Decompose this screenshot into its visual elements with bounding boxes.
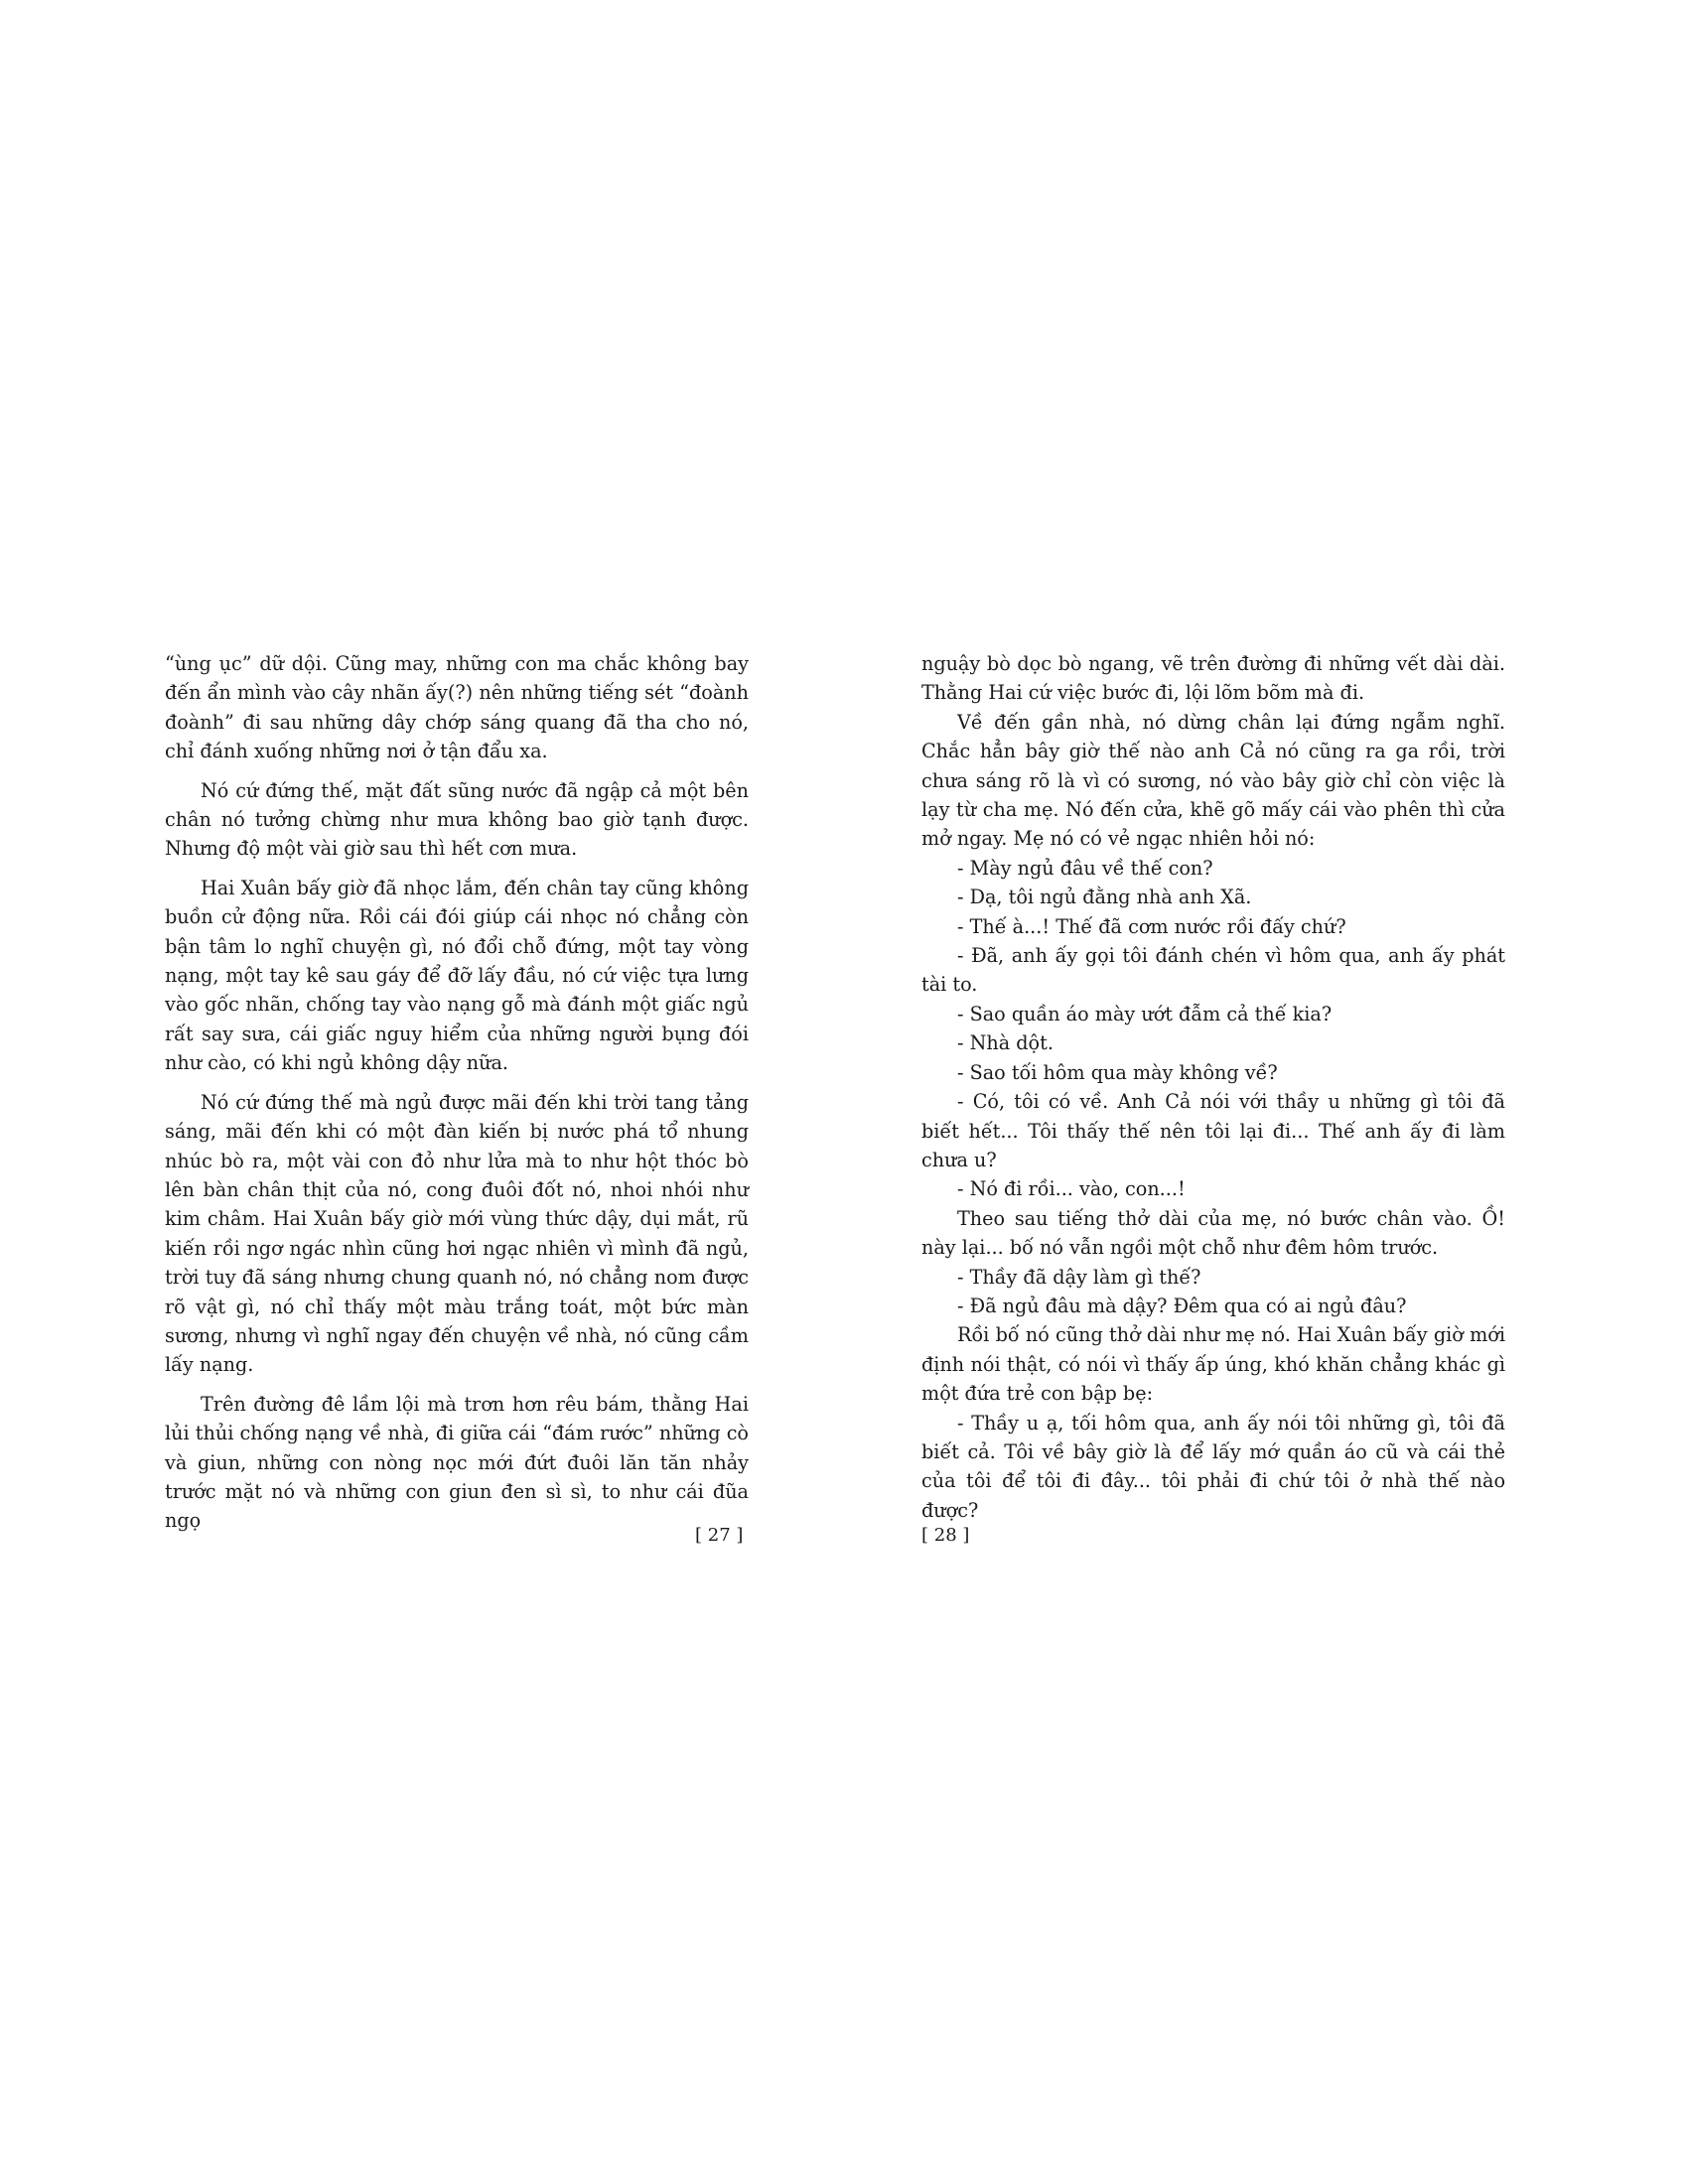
- paragraph: Trên đường đê lầm lội mà trơn hơn rêu bám, thằng Hai lủi thủi chống nạng về nhà, đi giữa cái “đám rước” những cò và giun, những con nòng nọc mới đứt đuôi lăn tăn nhảy trước mặt nó và những con giun đen sì sì, to như cái đũa ngọ: [165, 1392, 749, 1533]
- dialogue-line: - Nó đi rồi... vào, con...!: [957, 1177, 1186, 1201]
- dialogue-line: - Đã ngủ đâu mà dậy? Đêm qua có ai ngủ đâu?: [957, 1294, 1407, 1317]
- left-page: [165, 649, 749, 1546]
- right-page: [921, 649, 1505, 1525]
- paragraph: Nó cứ đứng thế, mặt đất sũng nước đã ngập cả một bên chân nó tưởng chừng như mưa không bao giờ tạnh được. Nhưng độ một vài giờ sau thì hết cơn mưa.: [165, 778, 749, 861]
- paragraph: Hai Xuân bấy giờ đã nhọc lắm, đến chân tay cũng không buồn cử động nữa. Rồi cái đói giúp cái nhọc nó chẳng còn bận tâm lo nghĩ chuyện gì, nó đổi chỗ đứng, một tay vòng nạng, một tay kê sau gáy để đỡ lấy đầu, nó cứ việc tựa lưng vào gốc nhãn, chống tay vào nạng gỗ mà đánh một giấc ngủ rất say sưa, cái giấc nguy hiểm của những người bụng đói như cào, có khi ngủ không dậy nữa.: [165, 876, 749, 1075]
- page-number-right: [ 28 ]: [921, 1525, 970, 1546]
- dialogue-line: - Mày ngủ đâu về thế con?: [957, 856, 1213, 880]
- paragraph: “ùng ục” dữ dội. Cũng may, những con ma chắc không bay đến ẩn mình vào cây nhãn ấy(?) nên những tiếng sét “đoành đoành” đi sau những dây chớp sáng quang đã tha cho nó, chỉ đánh xuống những nơi ở tận đẩu xa.: [165, 652, 749, 763]
- dialogue-line: - Nhà dột.: [957, 1031, 1054, 1055]
- dialogue-line: - Sao quần áo mày ướt đẫm cả thế kia?: [957, 1002, 1333, 1025]
- paragraph: nguậy bò dọc bò ngang, vẽ trên đường đi những vết dài dài. Thằng Hai cứ việc bước đi, lội lõm bõm mà đi.: [921, 652, 1505, 705]
- dialogue-line: - Có, tôi có về. Anh Cả nói với thầy u những gì tôi đã biết hết... Tôi thấy thế nên tôi lại đi... Thế anh ấy đi làm chưa u?: [921, 1090, 1505, 1171]
- paragraph: Theo sau tiếng thở dài của mẹ, nó bước chân vào. Ồ! này lại... bố nó vẫn ngồi một chỗ như đêm hôm trước.: [921, 1206, 1505, 1260]
- paragraph: Rồi bố nó cũng thở dài như mẹ nó. Hai Xuân bấy giờ mới định nói thật, có nói vì thấy ấp úng, khó khăn chẳng khác gì một đứa trẻ con bập bẹ:: [921, 1323, 1505, 1406]
- dialogue-line: - Dạ, tôi ngủ đằng nhà anh Xã.: [957, 886, 1252, 909]
- paragraph: Về đến gần nhà, nó dừng chân lại đứng ngẫm nghĩ. Chắc hẳn bây giờ thế nào anh Cả nó cũng ra ga rồi, trời chưa sáng rõ là vì có sương, nó vào bây giờ chỉ còn việc là lạy từ cha mẹ. Nó đến cửa, khẽ gõ mấy cái vào phên thì cửa mở ngay. Mẹ nó có vẻ ngạc nhiên hỏi nó:: [921, 710, 1505, 851]
- dialogue-line: - Sao tối hôm qua mày không về?: [957, 1060, 1278, 1084]
- dialogue-line: - Thầy đã dậy làm gì thế?: [957, 1265, 1201, 1289]
- dialogue-line: - Đã, anh ấy gọi tôi đánh chén vì hôm qua, anh ấy phát tài to.: [921, 944, 1505, 997]
- dialogue-line: - Thế à...! Thế đã cơm nước rồi đấy chứ?: [957, 914, 1346, 938]
- paragraph: Nó cứ đứng thế mà ngủ được mãi đến khi trời tang tảng sáng, mãi đến khi có một đàn kiến bị nước phá tổ nhung nhúc bò ra, một vài con đỏ như lửa mà to như hột thóc bò lên bàn chân thịt của nó, cong đuôi đốt nó, nhoi nhói như kim châm. Hai Xuân bấy giờ mới vùng thức dậy, dụi mắt, rũ kiến rồi ngơ ngác nhìn cũng hơi ngạc nhiên vì mình đã ngủ, trời tuy đã sáng nhưng chung quanh nó, nó chẳng nom được rõ vật gì, nó chỉ thấy một màu trắng toát, một bức màn sương, nhưng vì nghĩ ngay đến chuyện về nhà, nó cũng cầm lấy nạng.: [165, 1090, 749, 1377]
- page-number-left: [ 27 ]: [695, 1525, 744, 1546]
- dialogue-line: - Thầy u ạ, tối hôm qua, anh ấy nói tôi những gì, tôi đã biết cả. Tôi về bây giờ là để lấy mớ quần áo cũ và cái thẻ của tôi để tôi đi đây... tôi phải đi chứ tôi ở nhà thế nào được?: [921, 1411, 1505, 1522]
